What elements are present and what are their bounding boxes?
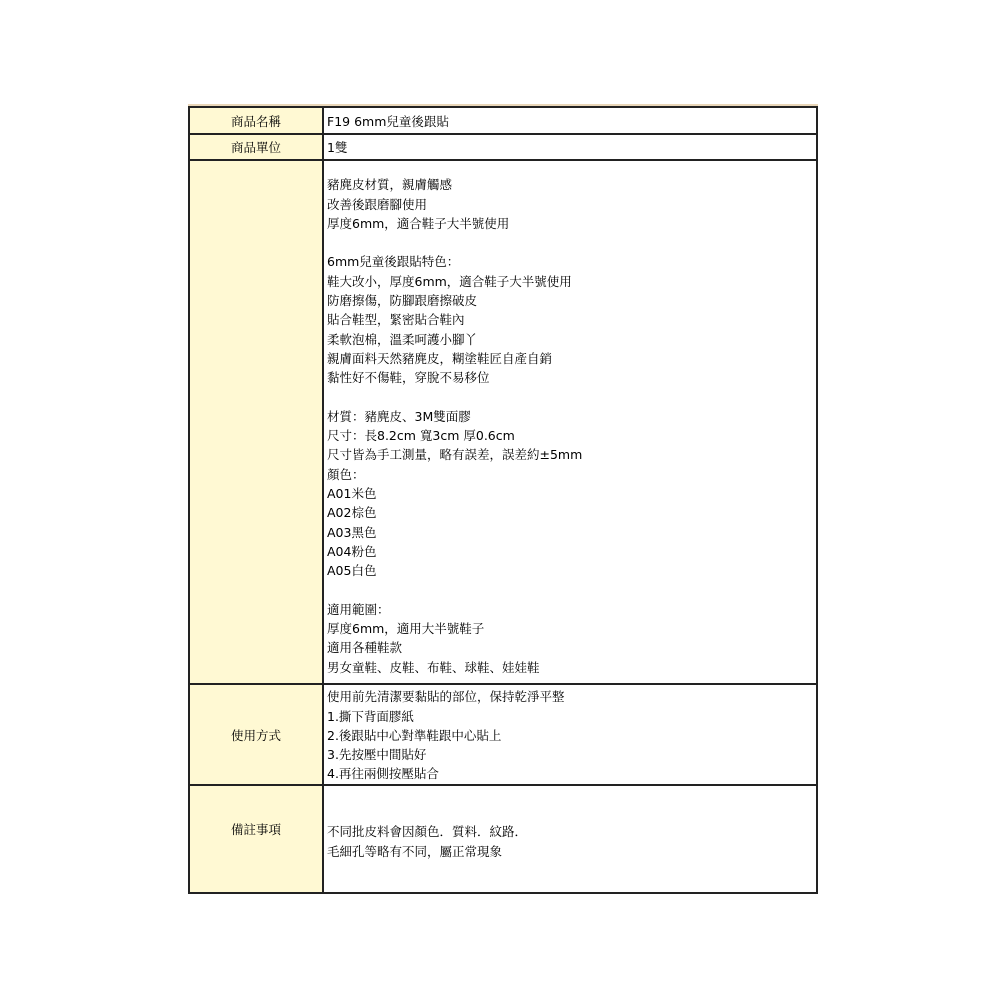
notes-label: 備註事項: [230, 822, 281, 838]
text-line: 尺寸：長8.2cm 寬3cm 厚0.6cm: [327, 428, 515, 444]
text-line: A03黑色: [327, 524, 377, 540]
text-line: 貼合鞋型，緊密貼合鞋內: [327, 312, 465, 328]
text-line: 厚度6mm，適用大半號鞋子: [327, 621, 485, 637]
text-line: 使用前先清潔要黏貼的部位，保持乾淨平整: [327, 689, 565, 705]
text-line: 3.先按壓中間貼好: [327, 747, 427, 763]
product-name-label: 商品名稱: [230, 113, 281, 129]
text-line: 4.再往兩側按壓貼合: [327, 766, 439, 782]
text-line: 尺寸皆為手工測量，略有誤差，誤差約±5mm: [327, 447, 583, 463]
product-name-value-cell: [323, 107, 817, 134]
notes-value-cell: [323, 785, 817, 893]
text-line: 豬麂皮材質，親膚觸感: [327, 177, 453, 193]
text-line: 改善後跟磨腳使用: [327, 196, 428, 212]
row-usage: [189, 684, 817, 785]
text-line: 厚度6mm，適合鞋子大半號使用: [327, 215, 510, 231]
text-line: 6mm兒童後跟貼特色：: [327, 254, 460, 270]
text-line: 材質：豬麂皮、3M雙面膠: [327, 408, 471, 424]
text-line: 2.後跟貼中心對準鞋跟中心貼上: [327, 727, 502, 743]
blank-line: [327, 233, 816, 252]
product-name-value: F19 6mm兒童後跟貼: [327, 113, 449, 129]
product-unit-value: 1雙: [327, 140, 348, 156]
description-lines: [327, 161, 816, 677]
blank-line: [327, 581, 816, 600]
row-product-unit: [189, 134, 817, 160]
text-line: 毛細孔等略有不同，屬正常現象: [327, 843, 503, 859]
text-line: 男女童鞋、皮鞋、布鞋、球鞋、娃娃鞋: [327, 659, 540, 675]
product-spec-table: [188, 106, 818, 894]
notes-label-cell: [189, 785, 323, 893]
text-line: 適用各種鞋款: [327, 640, 403, 656]
text-line: 適用範圍：: [327, 601, 390, 617]
text-line: 柔軟泡棉，溫柔呵護小腳丫: [327, 331, 478, 347]
product-unit-label: 商品單位: [230, 140, 281, 156]
text-line: 1.撕下背面膠紙: [327, 708, 414, 724]
usage-value-cell: [323, 684, 817, 785]
text-line: A04粉色: [327, 543, 377, 559]
description-label-cell: [189, 160, 323, 684]
text-line: 鞋大改小，厚度6mm，適合鞋子大半號使用: [327, 273, 572, 289]
row-notes: [189, 785, 817, 893]
row-product-name: [189, 107, 817, 134]
text-line: A05白色: [327, 563, 377, 579]
row-description: [189, 160, 817, 684]
blank-line: [327, 388, 816, 407]
usage-lines: [327, 685, 816, 783]
description-value-cell: [323, 160, 817, 684]
text-line: 防磨擦傷，防腳跟磨擦破皮: [327, 293, 478, 309]
usage-label-cell: [189, 684, 323, 785]
text-line: 親膚面料天然豬麂皮，糊塗鞋匠自產自銷: [327, 350, 553, 366]
product-unit-label-cell: [189, 134, 323, 160]
text-line: A02棕色: [327, 505, 377, 521]
text-line: A01米色: [327, 486, 377, 502]
notes-lines: [327, 786, 816, 861]
text-line: 黏性好不傷鞋，穿脫不易移位: [327, 370, 490, 386]
text-line: 顏色：: [327, 466, 365, 482]
usage-label: 使用方式: [230, 727, 281, 743]
product-name-label-cell: [189, 107, 323, 134]
product-unit-value-cell: [323, 134, 817, 160]
text-line: 不同批皮料會因顏色．質料．紋路．: [327, 824, 528, 840]
